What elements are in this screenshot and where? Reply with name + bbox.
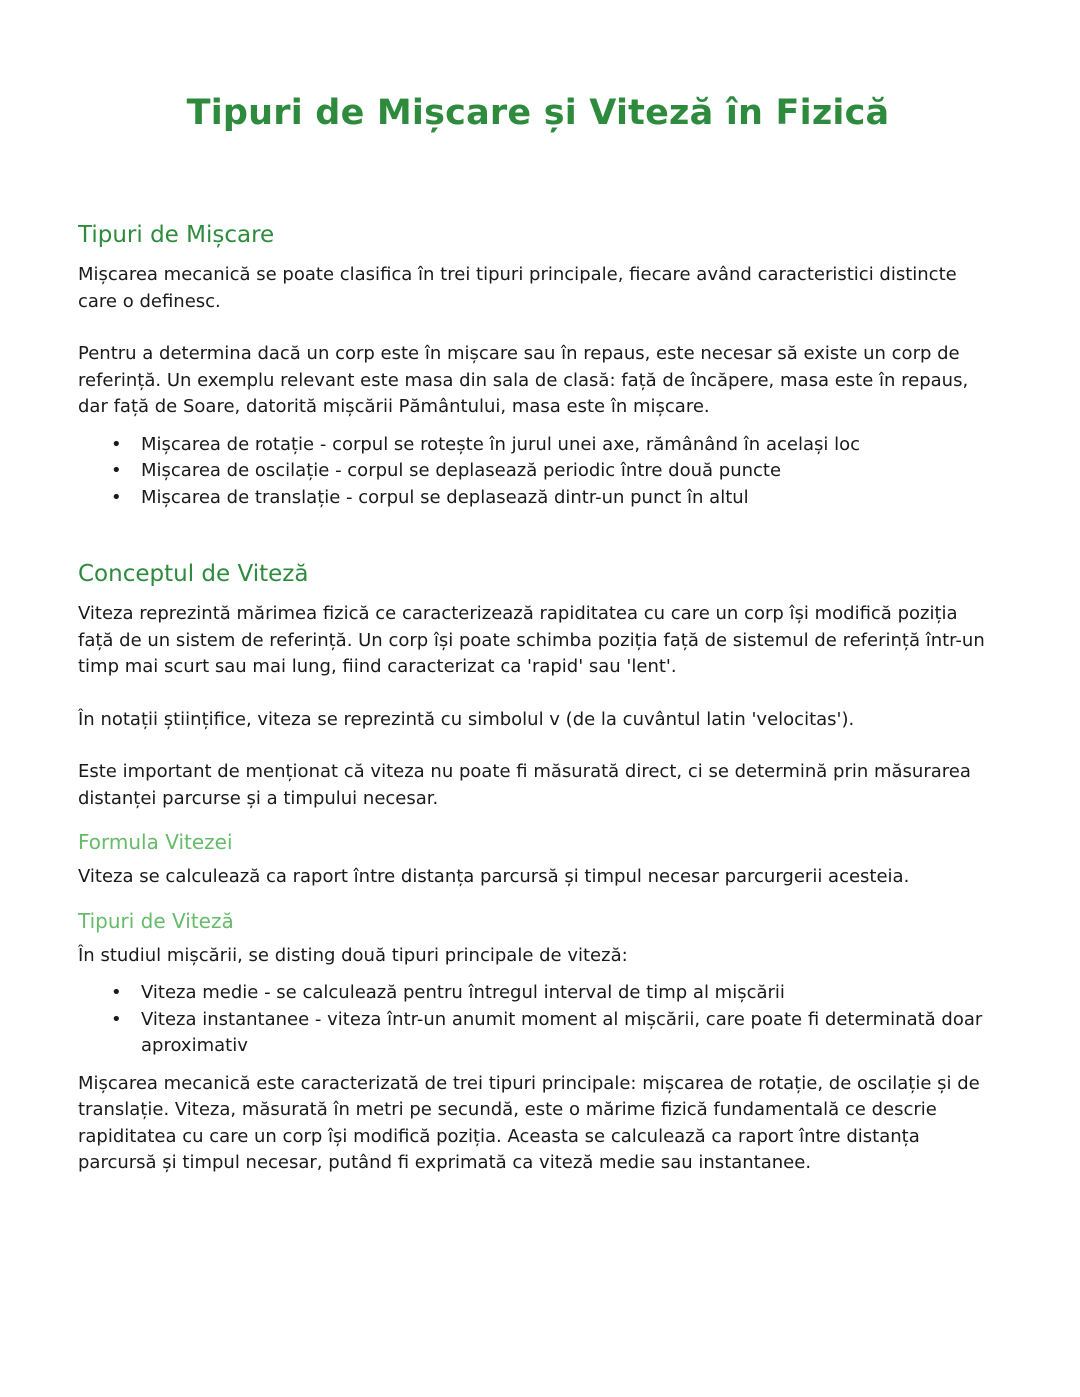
paragraph: Pentru a determina dacă un corp este în mișcare sau în repaus, este necesar să existe un corp de referință. Un exemplu relevant este masa din sala de clasă: față de încăpere, masa este în repaus, dar față de Soare, datorită mișcării Pământului, masa este în mișcare. bbox=[78, 343, 969, 417]
page-title: Tipuri de Mișcare și Viteză în Fizică bbox=[186, 93, 890, 133]
section-tipuri-de-miscare bbox=[78, 220, 998, 511]
subsection-tipuri-de-viteza bbox=[78, 907, 998, 1060]
list-item: • Viteza medie - se calculează pentru întregul interval de timp al mișcării bbox=[141, 980, 998, 1007]
section-conceptul-de-viteza bbox=[78, 559, 998, 1177]
paragraph: Mișcarea mecanică se poate clasifica în trei tipuri principale, fiecare având caracteristici distincte care o definesc. bbox=[78, 264, 957, 312]
motion-types-list bbox=[78, 432, 998, 512]
paragraph: Viteza reprezintă mărimea fizică ce caracterizează rapiditatea cu care un corp își modifică poziția față de un sistem de referință. Un corp își poate schimba poziția față de sistemul de referință într-un timp mai scurt sau mai lung, fiind caracterizat ca 'rapid' sau 'lent'. bbox=[78, 603, 985, 677]
list-item: • Mișcarea de rotație - corpul se rotește în jurul unei axe, rămânând în același loc bbox=[141, 432, 998, 459]
subsection-heading: Formula Vitezei bbox=[78, 830, 233, 854]
list-item: • Mișcarea de translație - corpul se deplasează dintr-un punct în altul bbox=[141, 485, 998, 512]
list-item: • Viteza instantanee - viteza într-un anumit moment al mișcării, care poate fi determinată doar aproximativ bbox=[141, 1007, 998, 1060]
list-item: • Mișcarea de oscilație - corpul se deplasează periodic între două puncte bbox=[141, 458, 998, 485]
section-heading: Tipuri de Mișcare bbox=[78, 222, 275, 248]
paragraph: Este important de menționat că viteza nu poate fi măsurată direct, ci se determină prin măsurarea distanței parcurse și a timpului necesar. bbox=[78, 761, 971, 809]
paragraph: În notații științifice, viteza se reprezintă cu simbolul v (de la cuvântul latin 'velocitas'). bbox=[78, 708, 855, 730]
subsection-heading: Tipuri de Viteză bbox=[78, 908, 234, 933]
paragraph: În studiul mișcării, se disting două tipuri principale de viteză: bbox=[78, 944, 628, 966]
section-heading: Conceptul de Viteză bbox=[78, 561, 309, 587]
speed-types-list bbox=[78, 980, 998, 1060]
summary-paragraph: Mișcarea mecanică este caracterizată de trei tipuri principale: mișcarea de rotație, de oscilație și de translație. Viteza, măsurată în metri pe secundă, este o mărime fizică fundamentală ce descrie rapiditatea cu care un corp își modifică poziția. Aceasta se calculează ca raport între distanța parcursă și timpul necesar, putând fi exprimată ca viteză medie sau instantanee. bbox=[78, 1072, 980, 1173]
subsection-formula-vitezei bbox=[78, 828, 998, 891]
paragraph: Viteza se calculează ca raport între distanța parcursă și timpul necesar parcurgerii acesteia. bbox=[78, 866, 910, 887]
